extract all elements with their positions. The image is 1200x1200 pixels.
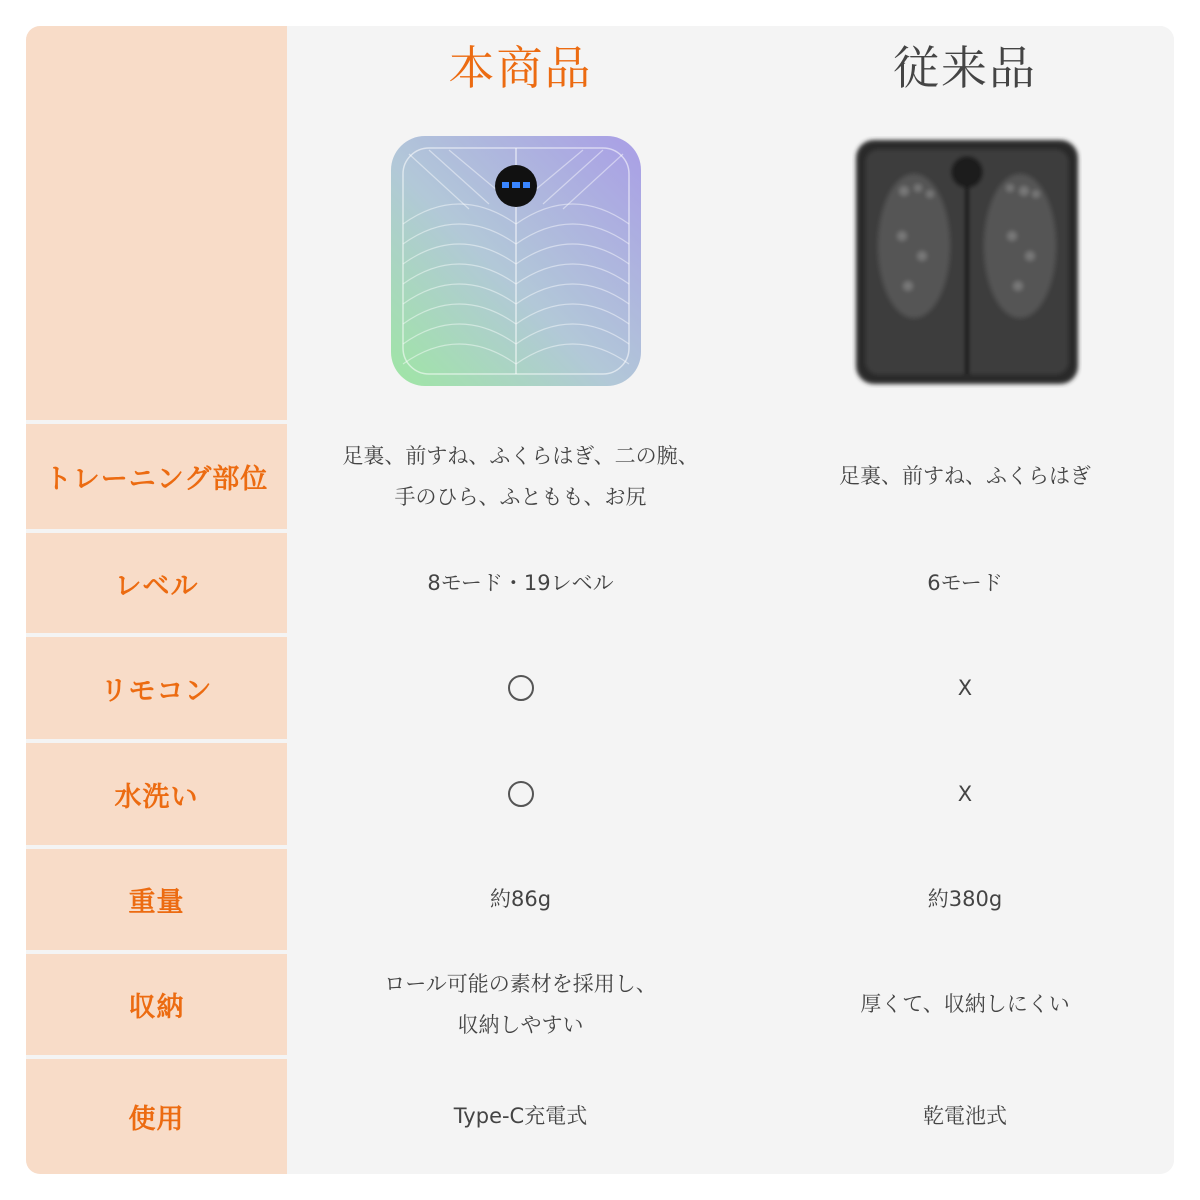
row-label-remote: リモコン (26, 637, 287, 739)
ours-product-image (389, 134, 643, 388)
ours-power: Type-C充電式 (288, 1059, 753, 1174)
ours-training-area (288, 424, 753, 529)
comparison-table (26, 26, 1174, 1174)
theirs-level: 6モード (756, 533, 1174, 633)
circle-mark-icon (508, 675, 534, 701)
row-label-training-area: トレーニング部位 (26, 424, 287, 529)
ours-training-area-line-2: 手のひら、ふともも、お尻 (394, 484, 647, 509)
row-label-washable: 水洗い (26, 743, 287, 845)
theirs-weight: 約380g (756, 849, 1174, 950)
row-label-weight: 重量 (26, 849, 287, 950)
theirs-title: 従来品 (893, 41, 1037, 95)
ours-storage-line-1: ロール可能の素材を採用し、 (384, 971, 657, 996)
theirs-storage: 厚くて、収納しにくい (756, 954, 1174, 1055)
ours-washable (288, 743, 753, 845)
header-label-cell (26, 26, 287, 420)
ours-weight: 約86g (288, 849, 753, 950)
header-ours-cell (288, 26, 753, 420)
row-label-storage: 収納 (26, 954, 287, 1055)
ours-training-area-line-1: 足裏、前すね、ふくらはぎ、二の腕、 (342, 443, 699, 468)
ours-title: 本商品 (448, 41, 593, 95)
theirs-power: 乾電池式 (756, 1059, 1174, 1174)
header-theirs-cell (756, 26, 1174, 420)
row-label-power: 使用 (26, 1059, 287, 1174)
theirs-product-image (852, 136, 1082, 388)
ours-storage (288, 954, 753, 1055)
circle-mark-icon (508, 781, 534, 807)
theirs-remote: X (756, 637, 1174, 739)
ours-storage-line-2: 収納しやすい (457, 1012, 584, 1037)
theirs-training-area: 足裏、前すね、ふくらはぎ (756, 424, 1174, 529)
theirs-washable: X (756, 743, 1174, 845)
ours-remote (288, 637, 753, 739)
row-label-level: レベル (26, 533, 287, 633)
ours-level: 8モード・19レベル (288, 533, 753, 633)
